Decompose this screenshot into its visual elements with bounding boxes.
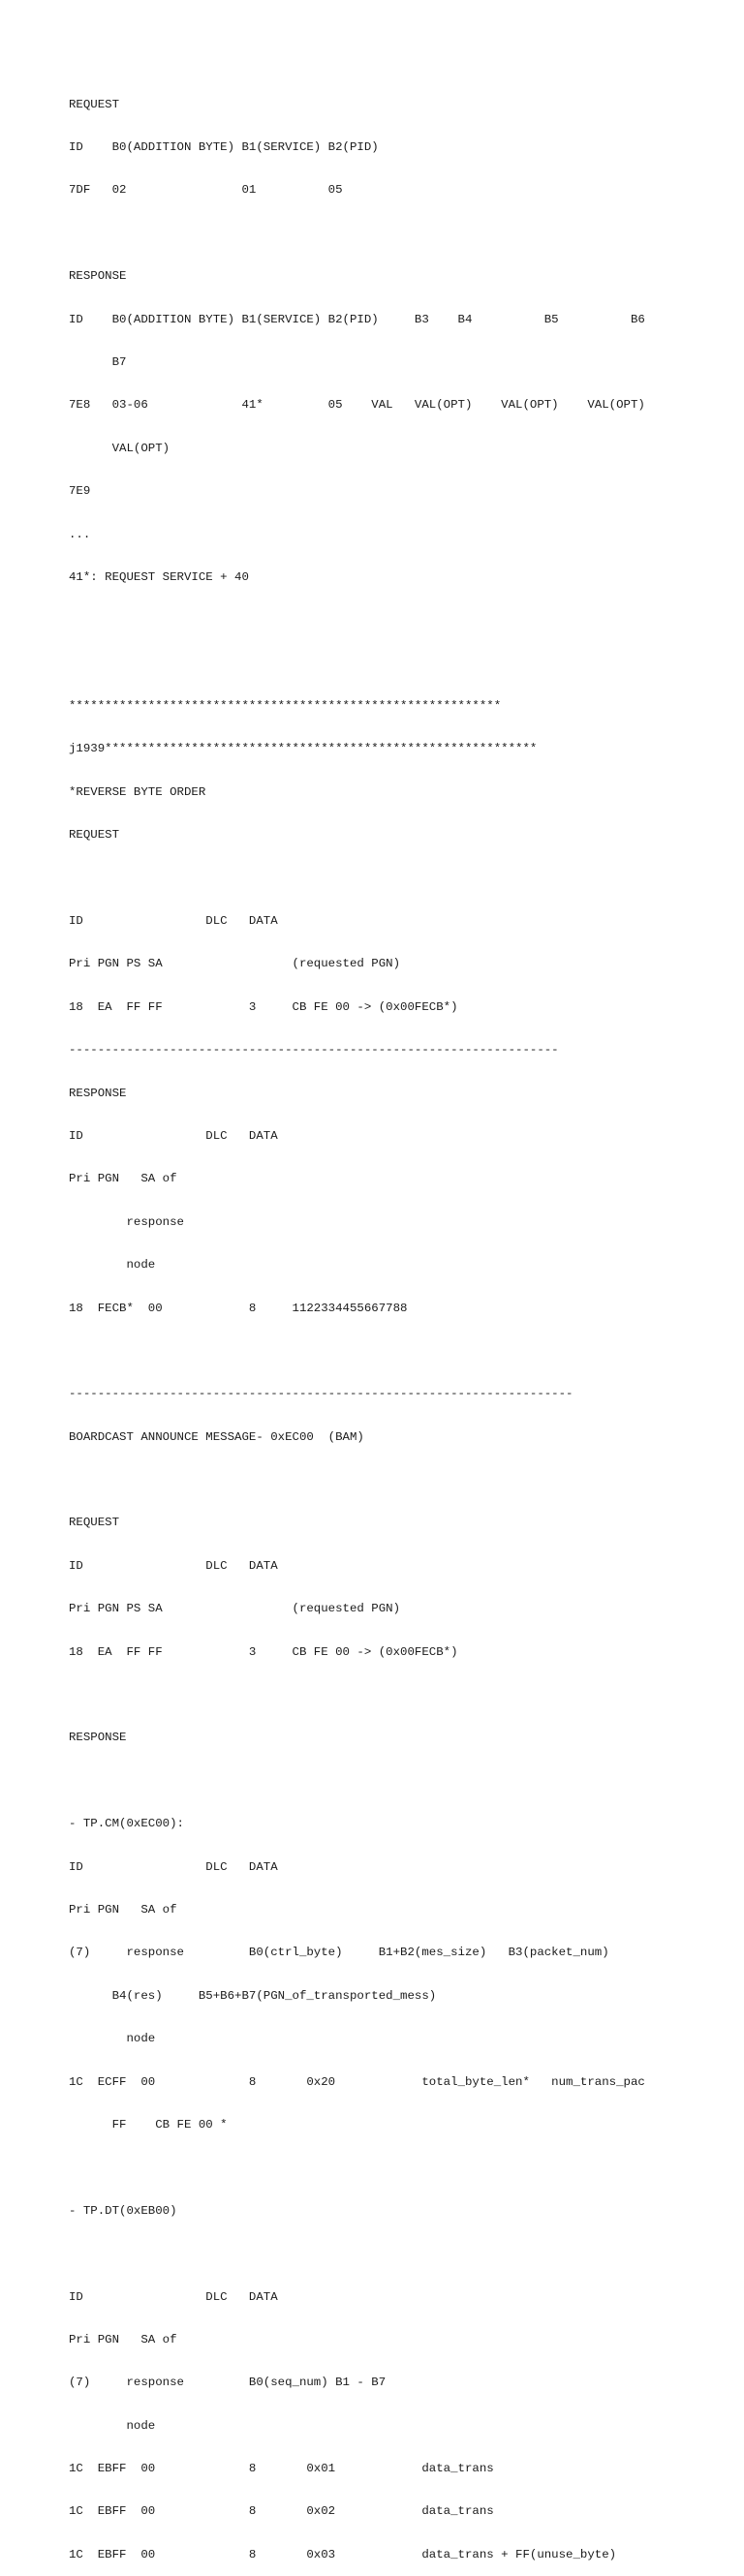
text-line: 1C EBFF 00 8 0x03 data_trans + FF(unuse_byte) xyxy=(69,2547,617,2561)
text-line: RESPONSE xyxy=(69,1086,127,1100)
text-line: ID DLC DATA xyxy=(69,2289,278,2304)
text-line: Pri PGN SA of xyxy=(69,1172,177,1186)
text-line: 1C EBFF 00 8 0x01 data_trans xyxy=(69,2462,494,2476)
document-text xyxy=(69,69,669,2576)
text-line: node xyxy=(69,2418,156,2433)
text-line: Pri PGN PS SA (requested PGN) xyxy=(69,957,401,971)
text-line: - TP.CM(0xEC00): xyxy=(69,1817,184,1831)
text-line: 1C ECFF 00 8 0x20 total_byte_len* num_trans_pac xyxy=(69,2074,645,2089)
text-line xyxy=(69,2247,669,2261)
text-line: VAL(OPT) xyxy=(69,441,170,455)
text-line: node xyxy=(69,2032,156,2046)
text-line: REQUEST xyxy=(69,1516,120,1530)
text-line: RESPONSE xyxy=(69,269,127,284)
text-line: ID DLC DATA xyxy=(69,1558,278,1573)
text-line xyxy=(69,1774,669,1789)
text-line: REQUEST xyxy=(69,828,120,843)
text-line: 7DF 02 01 05 xyxy=(69,183,343,198)
text-line: ID B0(ADDITION BYTE) B1(SERVICE) B2(PID) xyxy=(69,139,379,154)
text-line: 18 EA FF FF 3 CB FE 00 -> (0x00FECB*) xyxy=(69,1644,458,1659)
text-line xyxy=(69,657,669,671)
text-line xyxy=(69,227,669,241)
text-line: BOARDCAST ANNOUNCE MESSAGE- 0xEC00 (BAM) xyxy=(69,1429,364,1444)
text-line: B4(res) B5+B6+B7(PGN_of_transported_mess) xyxy=(69,1988,437,2003)
text-line: Pri PGN SA of xyxy=(69,2332,177,2346)
text-line: (7) response B0(ctrl_byte) B1+B2(mes_size) B3(packet_num) xyxy=(69,1946,609,1960)
text-line xyxy=(69,1344,669,1359)
text-line: j1939************************************************************ xyxy=(69,742,538,756)
text-line xyxy=(69,1473,669,1487)
text-line xyxy=(69,2161,669,2175)
text-line: ************************************************************ xyxy=(69,699,502,714)
text-line: 7E9 xyxy=(69,484,91,499)
text-line: FF CB FE 00 * xyxy=(69,2117,228,2131)
text-line: 7E8 03-06 41* 05 VAL VAL(OPT) VAL(OPT) VAL(OPT) xyxy=(69,398,645,413)
text-line: ID DLC DATA xyxy=(69,1128,278,1143)
text-line: *REVERSE BYTE ORDER xyxy=(69,784,206,799)
text-line: ID DLC DATA xyxy=(69,1859,278,1874)
text-line: 18 EA FF FF 3 CB FE 00 -> (0x00FECB*) xyxy=(69,999,458,1014)
text-line: ID B0(ADDITION BYTE) B1(SERVICE) B2(PID) B3 B4 B5 B6 xyxy=(69,312,645,326)
text-line: -------------------------------------------------------------------- xyxy=(69,1043,559,1058)
text-line: node xyxy=(69,1258,156,1273)
text-line: B7 xyxy=(69,354,127,369)
text-line: (7) response B0(seq_num) B1 - B7 xyxy=(69,2376,387,2390)
text-line: REQUEST xyxy=(69,97,120,111)
text-line: Pri PGN SA of xyxy=(69,1903,177,1917)
text-line: Pri PGN PS SA (requested PGN) xyxy=(69,1602,401,1616)
text-line xyxy=(69,1688,669,1702)
text-line: ---------------------------------------------------------------------- xyxy=(69,1387,574,1401)
text-line: RESPONSE xyxy=(69,1731,127,1745)
text-line: 1C EBFF 00 8 0x02 data_trans xyxy=(69,2504,494,2519)
text-line: response xyxy=(69,1214,184,1229)
text-line: ... xyxy=(69,527,91,541)
text-line: 18 FECB* 00 8 1122334455667788 xyxy=(69,1301,408,1315)
text-line: - TP.DT(0xEB00) xyxy=(69,2203,177,2218)
text-line: ID DLC DATA xyxy=(69,914,278,929)
text-line: 41*: REQUEST SERVICE + 40 xyxy=(69,569,249,584)
text-line xyxy=(69,872,669,886)
text-line xyxy=(69,613,669,628)
